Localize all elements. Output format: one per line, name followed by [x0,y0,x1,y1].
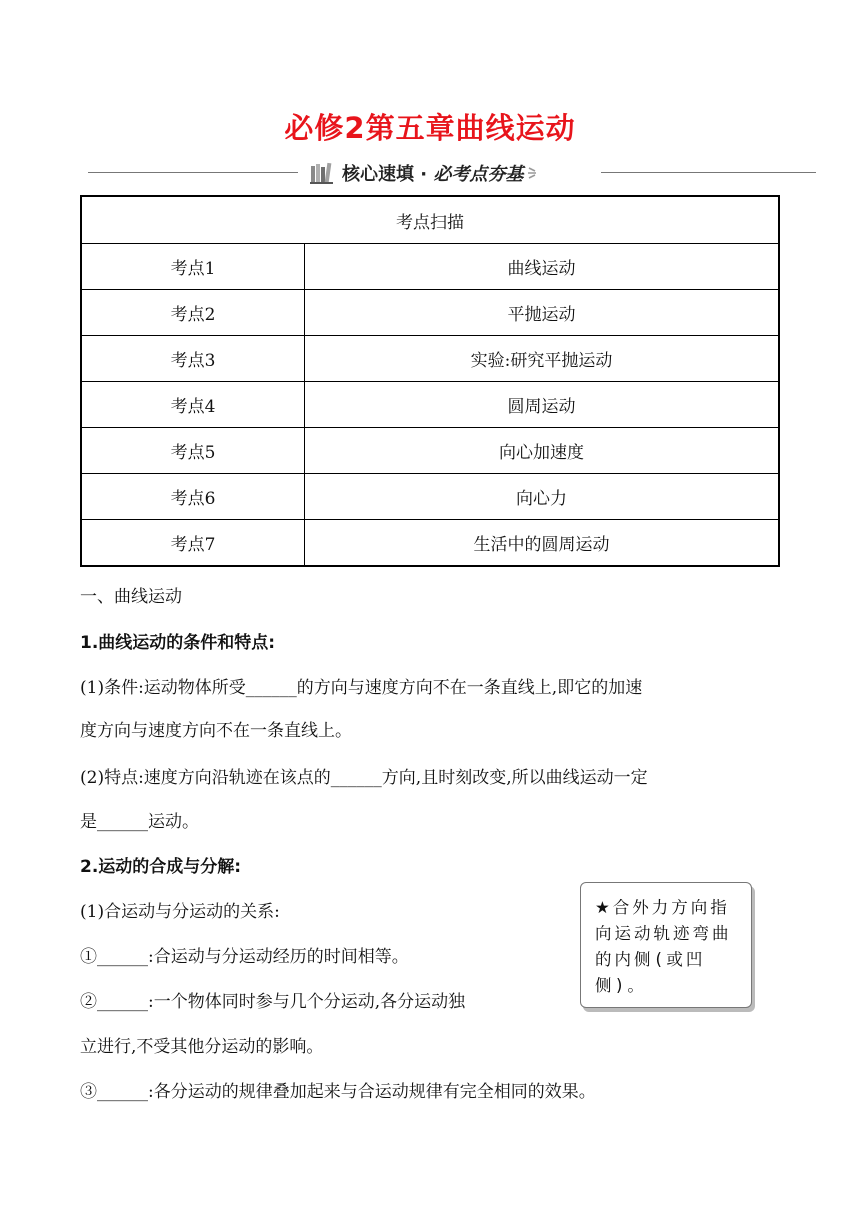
books-icon [310,162,334,184]
topic-content: 向心力 [305,474,780,520]
subsection-heading: 2.运动的合成与分解: [80,857,242,877]
table-row [81,244,779,290]
margin-note-text [595,895,743,999]
topic-label: 考点6 [81,474,305,520]
table-header-row [81,196,779,244]
banner-divider-left [88,172,298,173]
table-row [81,428,779,474]
paragraph-line: (1)合运动与分运动的关系: [80,902,280,922]
banner-divider-right [601,172,816,173]
topic-label: 考点1 [81,244,305,290]
paragraph-line: (1)条件:运动物体所受______的方向与速度方向不在一条直线上,即它的加速 [80,678,643,698]
table-row [81,336,779,382]
topic-label: 考点2 [81,290,305,336]
paragraph-line: 是______运动。 [80,812,199,832]
paragraph-line: 立进行,不受其他分运动的影响。 [80,1037,324,1057]
topic-label: 考点4 [81,382,305,428]
topic-label: 考点5 [81,428,305,474]
topic-content: 生活中的圆周运动 [305,520,780,567]
table-row [81,290,779,336]
paragraph-line: ②______:一个物体同时参与几个分运动,各分运动独 [80,992,466,1012]
topic-label: 考点3 [81,336,305,382]
topic-label: 考点7 [81,520,305,567]
section-heading: 一、曲线运动 [80,587,182,607]
topic-content: 圆周运动 [305,382,780,428]
banner-text-left: 核心速填 [342,164,414,185]
topic-content: 曲线运动 [305,244,780,290]
table-row [81,520,779,567]
subsection-heading: 1.曲线运动的条件和特点: [80,633,276,653]
margin-note [580,882,752,1008]
banner-text [342,160,523,186]
page-title: 必修2第五章曲线运动 [284,111,576,145]
paragraph-line: ③______:各分运动的规律叠加起来与合运动规律有完全相同的效果。 [80,1082,596,1102]
topic-content: 平抛运动 [305,290,780,336]
table-header: 考点扫描 [81,196,779,244]
table-row [81,382,779,428]
banner-separator: · [420,164,428,185]
banner-label [310,158,600,188]
section-banner [88,158,816,188]
star-icon: ★ [595,898,613,917]
banner-text-right: 必考点夯基 [433,164,524,185]
topic-content: 实验:研究平抛运动 [305,336,780,382]
topic-content: 向心加速度 [305,428,780,474]
paragraph-line: ①______:合运动与分运动经历的时间相等。 [80,947,409,967]
note-body: 合外力方向指向运动轨迹弯曲的内侧(或凹侧)。 [595,898,732,995]
topics-table [80,195,780,567]
spark-icon [527,166,539,180]
table-row [81,474,779,520]
paragraph-line: (2)特点:速度方向沿轨迹在该点的______方向,且时刻改变,所以曲线运动一定 [80,768,648,788]
paragraph-line: 度方向与速度方向不在一条直线上。 [80,721,352,741]
